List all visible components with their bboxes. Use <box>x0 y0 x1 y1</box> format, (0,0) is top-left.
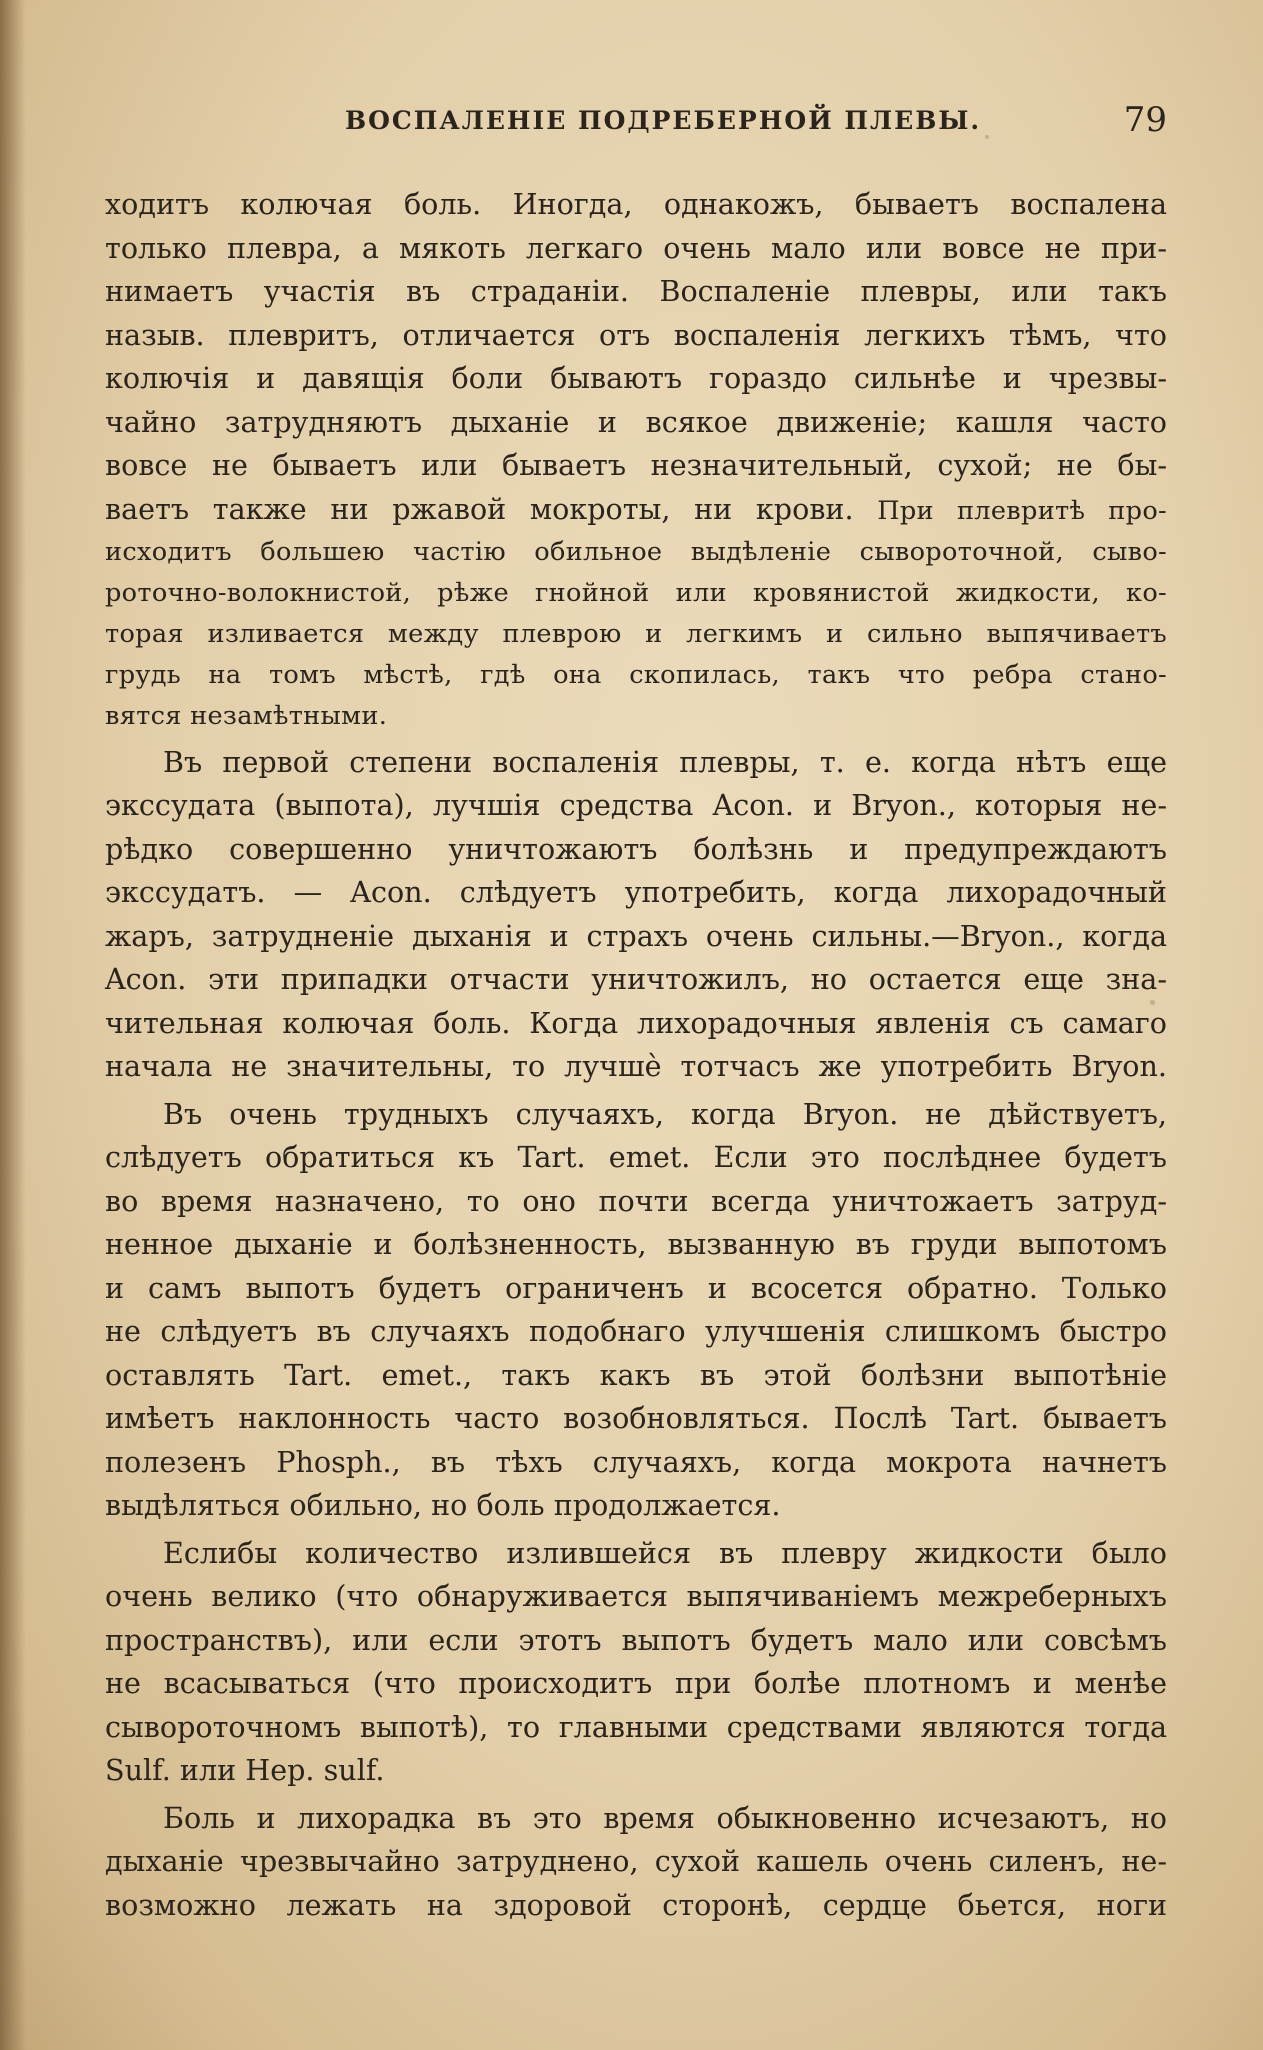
small-print-line: грудь на томъ мѣстѣ, гдѣ она скопилась, такъ что ребра стано- <box>105 659 1167 690</box>
text-line: возможно лежать на здоровой сторонѣ, сердце бьется, ноги <box>105 1887 1167 1922</box>
text-line: колючія и давящія боли бываютъ гораздо сильнѣе и чрезвы- <box>105 361 1167 395</box>
small-print-line: исходитъ большею частію обильное выдѣленіе сывороточной, сыво- <box>105 536 1167 567</box>
text-line: ненное дыханіе и болѣзненность, вызванную въ груди выпотомъ <box>105 1227 1167 1261</box>
text-line: Еслибы количество излившейся въ плевру жидкости было <box>163 1535 1167 1570</box>
small-print-line: торая изливается между плеврою и легкимъ и сильно выпячиваетъ <box>105 618 1167 649</box>
text-line: экссудата (выпота), лучшія средства Acon. и Bryon., которыя не- <box>105 788 1167 822</box>
paper-speck <box>240 1900 246 1905</box>
text-line: вовсе не бываетъ или бываетъ незначительный, сухой; не бы- <box>105 448 1167 482</box>
text-line: только плевра, а мякоть легкаго очень мало или вовсе не при- <box>105 230 1167 265</box>
text-line: Въ очень трудныхъ случаяхъ, когда Bryon. не дѣйствуетъ, <box>163 1096 1167 1131</box>
text-line-start: ваетъ также ни ржавой мокроты, ни крови. <box>105 491 854 526</box>
text-line: не всасываться (что происходитъ при болѣе плотномъ и менѣе <box>105 1666 1167 1700</box>
text-line: дыханіе чрезвычайно затруднено, сухой кашель очень силенъ, не- <box>105 1844 1167 1878</box>
text-line: имѣетъ наклонность часто возобновляться. Послѣ Tart. бываетъ <box>105 1401 1167 1435</box>
text-line <box>105 488 1167 532</box>
text-line: начала не значительны, то лучшѐ тотчасъ же употребить Bryon. <box>105 1049 1167 1083</box>
text-line: пространствъ), или если этотъ выпотъ будетъ мало или совсѣмъ <box>105 1622 1167 1657</box>
text-line: полезенъ Phosph., въ тѣхъ случаяхъ, когда мокрота начнетъ <box>105 1444 1167 1479</box>
text-line: очень велико (что обнаруживается выпячиваніемъ межреберныхъ <box>105 1579 1167 1613</box>
paper-speck <box>985 135 989 139</box>
paragraph <box>105 741 1167 1089</box>
text-line: выдѣляться обильно, но боль продолжается. <box>105 1488 781 1522</box>
page-edge-shadow <box>0 0 26 2050</box>
text-line: жаръ, затрудненіе дыханія и страхъ очень сильны.—Bryon., когда <box>105 918 1167 953</box>
text-line: чительная колючая боль. Когда лихорадочныя явленія съ самаго <box>105 1005 1167 1040</box>
text-line: ходитъ колючая боль. Иногда, однакожъ, бываетъ воспалена <box>105 187 1167 221</box>
text-line: экссудатъ. — Acon. слѣдуетъ употребить, когда лихорадочный <box>105 875 1167 909</box>
paragraph <box>105 183 1167 737</box>
text-line: назыв. плевритъ, отличается отъ воспаленія легкихъ тѣмъ, что <box>105 317 1167 352</box>
paper-speck <box>1150 1000 1155 1005</box>
small-print-line: вятся незамѣтными. <box>105 700 388 731</box>
page-number: 79 <box>1123 100 1167 140</box>
text-line: Acon. эти припадки отчасти уничтожилъ, но остается еще зна- <box>105 962 1167 996</box>
text-line: сывороточномъ выпотѣ), то главными средствами являются тогда <box>105 1709 1167 1744</box>
paragraph <box>105 1532 1167 1793</box>
small-print-start: При плевритѣ про- <box>877 495 1167 526</box>
small-print-line: роточно-волокнистой, рѣже гнойной или кровянистой жидкости, ко- <box>105 577 1167 608</box>
text-line: не слѣдуетъ въ случаяхъ подобнаго улучшенія слишкомъ быстро <box>105 1314 1167 1348</box>
text-line: чайно затрудняютъ дыханіе и всякое движеніе; кашля часто <box>105 404 1167 439</box>
text-line: слѣдуетъ обратиться къ Tart. emet. Если это послѣднее будетъ <box>105 1140 1167 1174</box>
text-line: и самъ выпотъ будетъ ограниченъ и всосется обратно. Только <box>105 1270 1167 1305</box>
text-line: во время назначено, то оно почти всегда уничтожаетъ затруд- <box>105 1183 1167 1218</box>
paragraph <box>105 1797 1167 1928</box>
text-line: Sulf. или Hep. sulf. <box>105 1753 385 1787</box>
text-line: рѣдко совершенно уничтожаютъ болѣзнь и предупреждаютъ <box>105 831 1167 866</box>
text-line: оставлять Tart. emet., такъ какъ въ этой болѣзни выпотѣніе <box>105 1357 1167 1392</box>
text-line: нимаетъ участія въ страданіи. Воспаленіе плевры, или такъ <box>105 274 1167 308</box>
text-line: Въ первой степени воспаленія плевры, т. е. когда нѣтъ еще <box>163 744 1167 779</box>
running-title: ВОСПАЛЕНІЕ ПОДРЕБЕРНОЙ ПЛЕВЫ. <box>345 106 982 135</box>
body-text <box>105 183 1167 1931</box>
paragraph <box>105 1093 1167 1528</box>
text-line: Боль и лихорадка въ это время обыкновенно исчезаютъ, но <box>163 1800 1167 1835</box>
page-header <box>105 100 1167 146</box>
